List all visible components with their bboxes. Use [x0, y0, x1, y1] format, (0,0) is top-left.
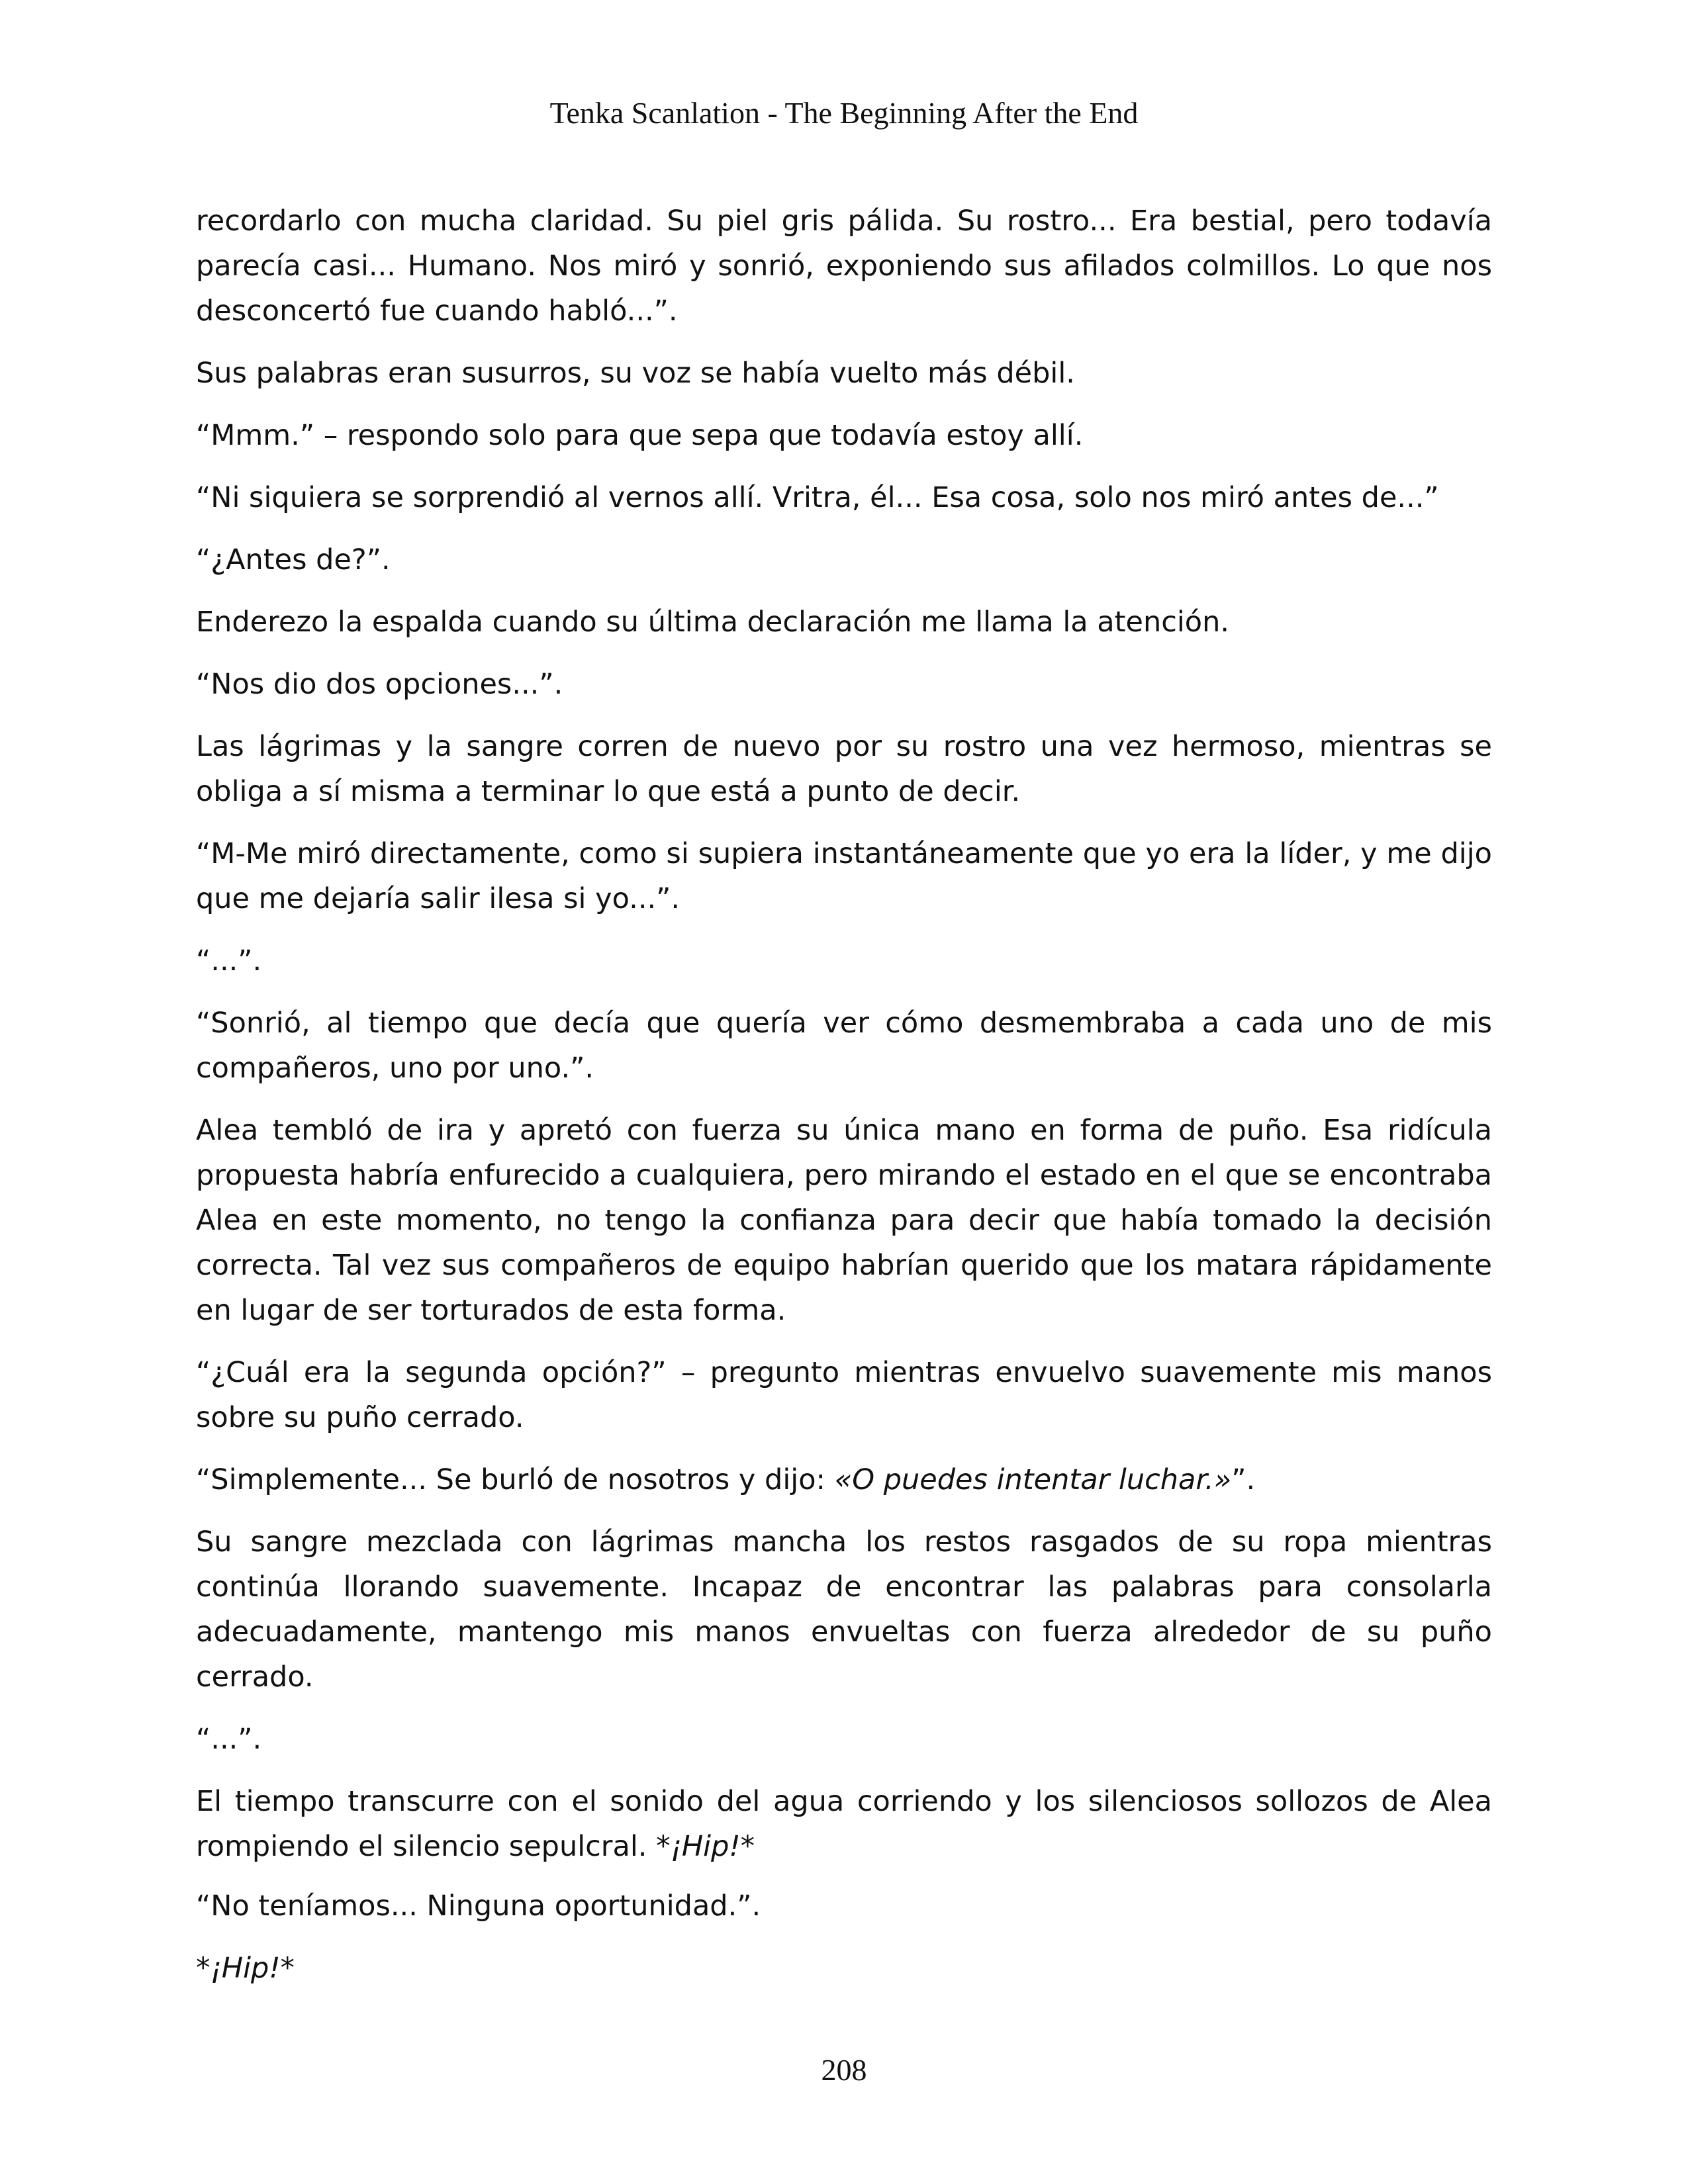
paragraph: “Ni siquiera se sorprendió al vernos allí. Vritra, él... Esa cosa, solo nos miró antes de...” — [196, 481, 1439, 514]
paragraph: recordarlo con mucha claridad. Su piel gris pálida. Su rostro... Era bestial, pero todavía parecía casi... Humano. Nos miró y sonrió, exponiendo sus afilados colmillos. Lo que nos desconcertó fue cuando habló...”. — [196, 205, 1492, 328]
document-body — [196, 199, 1492, 2008]
paragraph: “M-Me miró directamente, como si supiera instantáneamente que yo era la líder, y me dijo que me dejaría salir ilesa si yo...”. — [196, 837, 1492, 915]
paragraph: “Mmm.” – respondo solo para que sepa que todavía estoy allí. — [196, 419, 1084, 452]
paragraph: Las lágrimas y la sangre corren de nuevo por su rostro una vez hermoso, mientras se obliga a sí misma a terminar lo que está a punto de decir. — [196, 730, 1492, 808]
paragraph-with-quote — [196, 1457, 1492, 1502]
paragraph: Alea tembló de ira y apretó con fuerza su única mano en forma de puño. Esa ridícula propuesta habría enfurecido a cualquiera, pero mirando el estado en el que se encontraba Alea en este momento, no tengo la confianza para decir que había tomado la decisión correcta. Tal vez sus compañeros de equipo habrían querido que los matara rápidamente en lugar de ser torturados de esta forma. — [196, 1114, 1492, 1327]
sound-effect: *¡Hip!* — [656, 1830, 755, 1863]
paragraph-text: “Simplemente... Se burló de nosotros y dijo: — [196, 1463, 835, 1496]
paragraph-with-sound — [196, 1779, 1492, 1869]
page-number: 208 — [821, 2053, 867, 2087]
paragraph: Enderezo la espalda cuando su última declaración me llama la atención. — [196, 606, 1230, 639]
paragraph: “¿Antes de?”. — [196, 543, 391, 576]
paragraph: Su sangre mezclada con lágrimas mancha los restos rasgados de su ropa mientras continúa llorando suavemente. Incapaz de encontrar las palabras para consolarla adecuadamente, mantengo mis manos envueltas con fuerza alrededor de su puño cerrado. — [196, 1525, 1492, 1694]
paragraph: “Nos dio dos opciones...”. — [196, 668, 563, 701]
page-header-title: Tenka Scanlation - The Beginning After the End — [549, 96, 1139, 130]
paragraph-text: ”. — [1231, 1463, 1256, 1496]
paragraph: “¿Cuál era la segunda opción?” – pregunto mientras envuelvo suavemente mis manos sobre su puño cerrado. — [196, 1356, 1492, 1434]
paragraph-sound — [196, 1946, 1492, 1991]
paragraph: “...”. — [196, 1723, 262, 1756]
paragraph: “Sonrió, al tiempo que decía que quería ver cómo desmembraba a cada uno de mis compañeros, uno por uno.”. — [196, 1007, 1492, 1085]
italic-quote: «O puedes intentar luchar.» — [834, 1463, 1232, 1496]
sound-effect: *¡Hip!* — [196, 1952, 295, 1985]
paragraph: “...”. — [196, 944, 262, 978]
paragraph-text: El tiempo transcurre con el sonido del agua corriendo y los silenciosos sollozos de Alea rompiendo el silencio sepulcral. — [196, 1785, 1492, 1863]
paragraph: Sus palabras eran susurros, su voz se había vuelto más débil. — [196, 357, 1075, 390]
paragraph: “No teníamos... Ninguna oportunidad.”. — [196, 1889, 761, 1923]
